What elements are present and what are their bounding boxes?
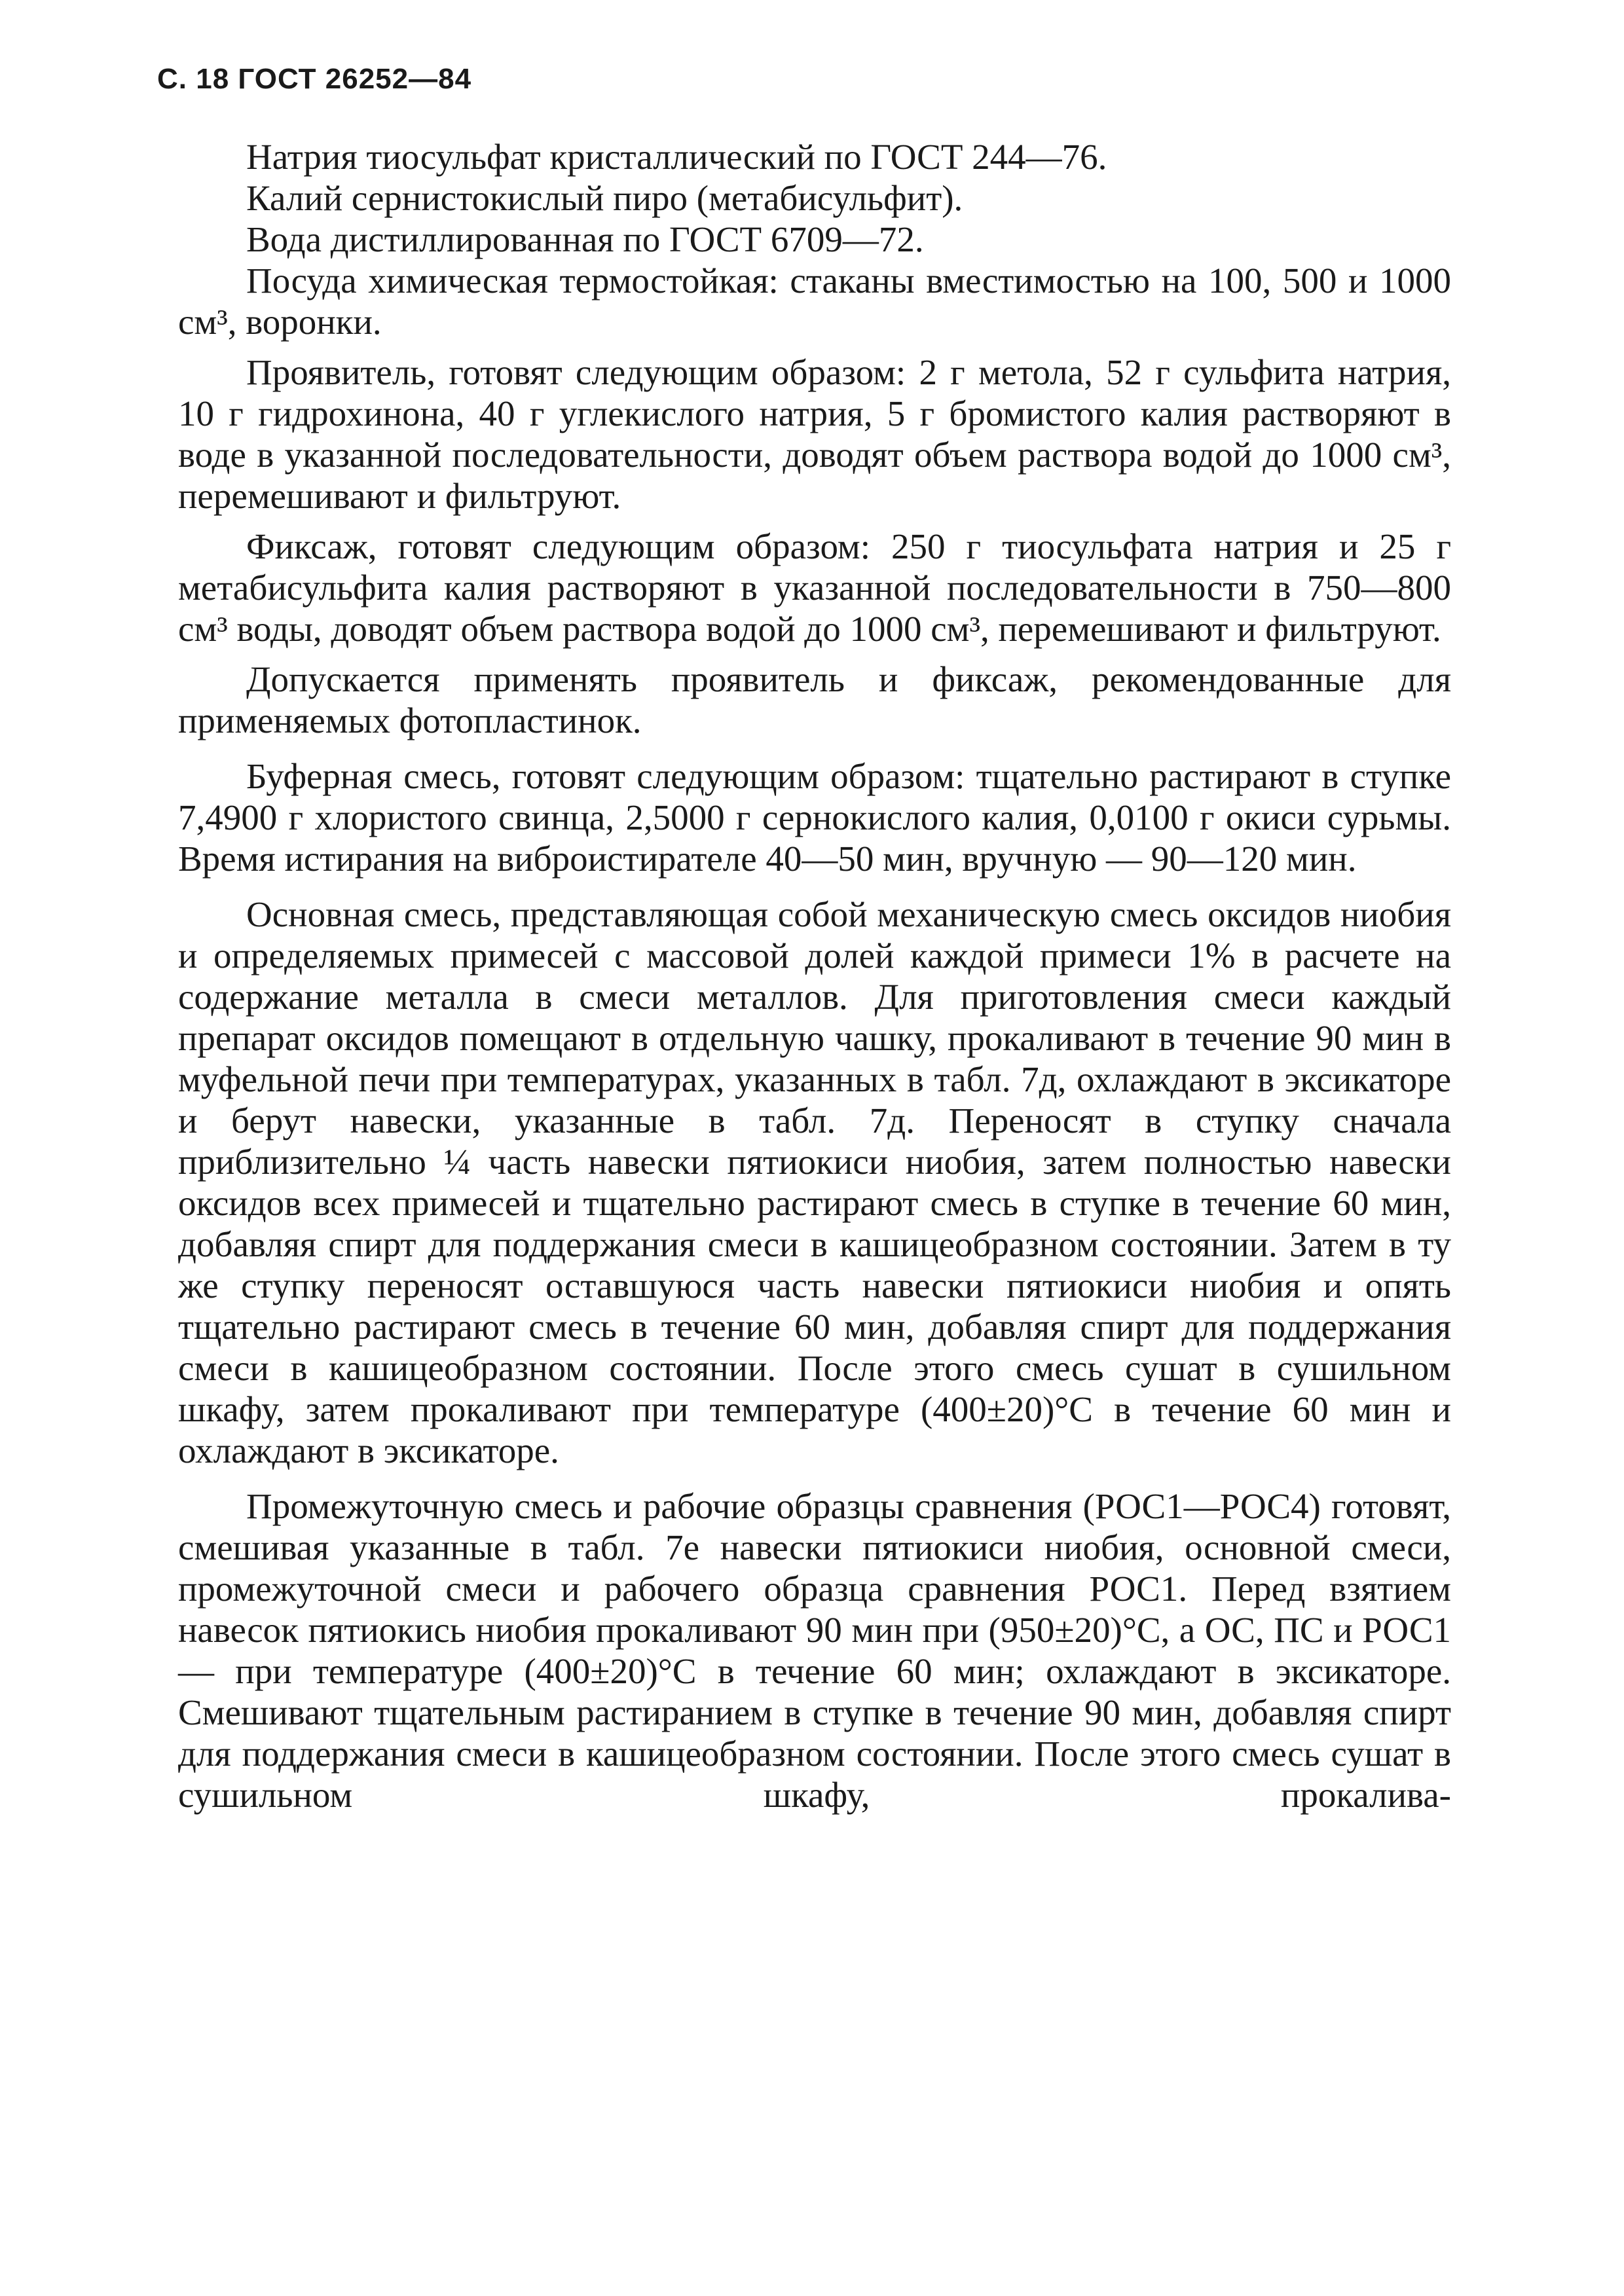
paragraph: Буферная смесь, готовят следующим образом: тщательно растирают в ступке 7,4900 г хлористого свинца, 2,5000 г сернокислого калия, 0,0100 г окиси сурьмы. Время истирания на виброистирателе 40—50 мин, вручную — 90—120 мин. — [178, 756, 1451, 879]
paragraph: Основная смесь, представляющая собой механическую смесь оксидов ниобия и определяемых примесей с массовой долей каждой примеси 1% в расчете на содержание металла в смеси металлов. Для приготовления смеси каждый препарат оксидов помещают в отдельную чашку, прокаливают в течение 90 мин в муфельной печи при температурах, указанных в табл. 7д, охлаждают в эксикаторе и берут навески, указанные в табл. 7д. Переносят в ступку сначала приблизительно ¼ часть навески пятиокиси ниобия, затем полностью навески оксидов всех примесей и тщательно растирают смесь в ступке в течение 60 мин, добавляя спирт для поддержания смеси в кашицеобразном состоянии. Затем в ту же ступку переносят оставшуюся часть навески пятиокиси ниобия и опять тщательно растирают смесь в течение 60 мин, добавляя спирт для поддержания смеси в кашицеобразном состоянии. После этого смесь сушат в сушильном шкафу, затем прокаливают при температуре (400±20)°С в течение 60 мин и охлаждают в эксикаторе. — [178, 894, 1451, 1470]
paragraph: Допускается применять проявитель и фиксаж, рекомендованные для применяемых фотопластинок. — [178, 659, 1451, 740]
page-header: С. 18 ГОСТ 26252—84 — [157, 63, 472, 95]
paragraph: Вода дистиллированная по ГОСТ 6709—72. — [246, 219, 924, 259]
paragraph: Посуда химическая термостойкая: стаканы вместимостью на 100, 500 и 1000 см³, воронки. — [178, 261, 1451, 342]
paragraph: Калий сернистокислый пиро (метабисульфит). — [246, 178, 963, 218]
paragraph: Промежуточную смесь и рабочие образцы сравнения (РОС1—РОС4) готовят, смешивая указанные в табл. 7е навески пятиокиси ниобия, основной смеси, промежуточной смеси и рабочего образца сравнения РОС1. Перед взятием навесок пятиокись ниобия прокаливают 90 мин при (950±20)°С, а ОС, ПС и РОС1 — при температуре (400±20)°С в течение 60 мин; охлаждают в эксикаторе. Смешивают тщательным растиранием в ступке в течение 90 мин, добавляя спирт для поддержания смеси в кашицеобразном состоянии. После этого смесь сушат в сушильном шкафу, прокалива- — [178, 1486, 1451, 1815]
paragraph: Проявитель, готовят следующим образом: 2 г метола, 52 г сульфита натрия, 10 г гидрохинона, 40 г углекислого натрия, 5 г бромистого калия растворяют в воде в указанной последовательности, доводят объем раствора водой до 1000 см³, перемешивают и фильтруют. — [178, 352, 1451, 516]
paragraph: Натрия тиосульфат кристаллический по ГОСТ 244—76. — [246, 137, 1107, 177]
body-text — [178, 136, 1451, 1815]
paragraph: Фиксаж, готовят следующим образом: 250 г тиосульфата натрия и 25 г метабисульфита калия растворяют в указанной последовательности в 750—800 см³ воды, доводят объем раствора водой до 1000 см³, перемешивают и фильтруют. — [178, 526, 1451, 649]
